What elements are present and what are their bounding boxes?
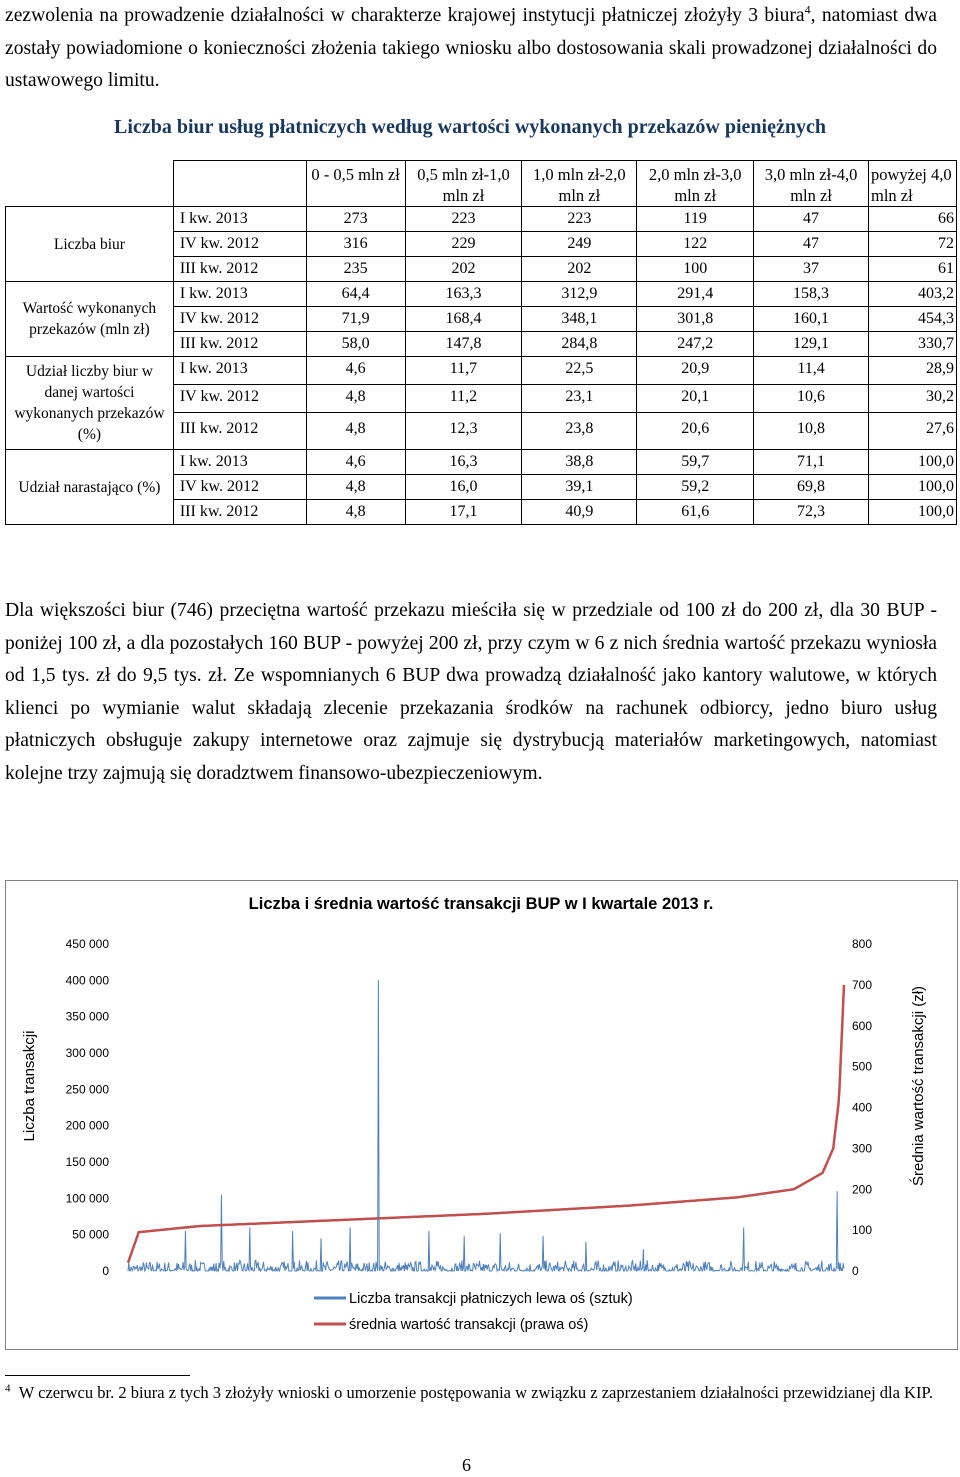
value-cell: 66 — [868, 207, 956, 232]
column-header: 3,0 mln zł-4,0 mln zł — [754, 161, 869, 207]
value-cell: 23,1 — [522, 385, 637, 413]
body-paragraph: Dla większości biur (746) przeciętna wartość przekazu mieściła się w przedziale od 100 zł do 200 zł, dla 30 BUP - poniżej 100 zł, a dla pozostałych 160 BUP - powyżej 200 zł, przy czym w 6 z nich średnia wartość przekazu wyniosła od 1,5 tys. zł do 9,5 tys. zł. Ze wspomnianych 6 BUP dwa prowadzą działalność jako kantory walutowe, w których klienci po wymianie walut składają zlecenie przekazania środków na rachunek odbiorcy, jedno biuro usług płatniczych obsługuje zakupy internetowe oraz zajmuje się dystrybucją materiałów marketingowych, natomiast kolejne trzy zajmują się doradztwem finansowo-ubezpieczeniowym. — [5, 600, 937, 784]
value-cell: 47 — [754, 207, 869, 232]
corner-cell — [6, 161, 174, 207]
series-line-average-value — [128, 985, 844, 1263]
value-cell: 100,0 — [868, 450, 956, 475]
right-tick-label: 300 — [852, 1141, 873, 1156]
value-cell: 17,1 — [405, 500, 522, 525]
value-cell: 16,0 — [405, 475, 522, 500]
value-cell: 71,1 — [754, 450, 869, 475]
value-cell: 12,3 — [405, 413, 522, 450]
value-cell: 284,8 — [522, 332, 637, 357]
value-cell: 100 — [637, 257, 754, 282]
value-cell: 235 — [306, 257, 405, 282]
right-tick-label: 200 — [852, 1182, 873, 1197]
value-cell: 16,3 — [405, 450, 522, 475]
value-cell: 4,6 — [306, 450, 405, 475]
period-cell: I kw. 2013 — [173, 450, 306, 475]
footnote-separator — [5, 1375, 190, 1376]
value-cell: 11,7 — [405, 357, 522, 385]
data-table — [5, 160, 957, 525]
value-cell: 122 — [637, 232, 754, 257]
footnote-ref: 4 — [804, 2, 811, 17]
right-tick-label: 500 — [852, 1059, 873, 1074]
value-cell: 202 — [522, 257, 637, 282]
column-header: 0,5 mln zł-1,0 mln zł — [405, 161, 522, 207]
value-cell: 20,6 — [637, 413, 754, 450]
period-cell: III kw. 2012 — [173, 257, 306, 282]
value-cell: 163,3 — [405, 282, 522, 307]
value-cell: 59,7 — [637, 450, 754, 475]
column-header: 1,0 mln zł-2,0 mln zł — [522, 161, 637, 207]
value-cell: 223 — [522, 207, 637, 232]
footnote — [5, 1382, 937, 1404]
value-cell: 64,4 — [306, 282, 405, 307]
period-cell: IV kw. 2012 — [173, 475, 306, 500]
value-cell: 129,1 — [754, 332, 869, 357]
value-cell: 403,2 — [868, 282, 956, 307]
left-tick-label: 200 000 — [65, 1118, 109, 1133]
table-title: Liczba biur usług płatniczych według wartości wykonanych przekazów pieniężnych — [114, 116, 826, 138]
period-cell: I kw. 2013 — [173, 282, 306, 307]
value-cell: 454,3 — [868, 307, 956, 332]
value-cell: 330,7 — [868, 332, 956, 357]
legend — [314, 1291, 633, 1333]
series-line-transactions — [128, 980, 844, 1271]
table-row — [6, 357, 957, 385]
period-cell: III kw. 2012 — [173, 500, 306, 525]
left-tick-label: 400 000 — [65, 973, 109, 988]
left-tick-label: 50 000 — [72, 1227, 109, 1242]
value-cell: 22,5 — [522, 357, 637, 385]
legend-label: średnia wartość transakcji (prawa oś) — [349, 1317, 589, 1333]
left-tick-label: 100 000 — [65, 1191, 109, 1206]
value-cell: 4,8 — [306, 475, 405, 500]
value-cell: 4,8 — [306, 413, 405, 450]
value-cell: 72,3 — [754, 500, 869, 525]
page-number: 6 — [462, 1455, 471, 1475]
right-tick-label: 400 — [852, 1100, 873, 1115]
value-cell: 61 — [868, 257, 956, 282]
right-axis-title: Średnia wartość transakcji (zł) — [910, 985, 927, 1187]
value-cell: 11,2 — [405, 385, 522, 413]
period-cell: IV kw. 2012 — [173, 232, 306, 257]
value-cell: 202 — [405, 257, 522, 282]
period-cell: III kw. 2012 — [173, 332, 306, 357]
value-cell: 59,2 — [637, 475, 754, 500]
value-cell: 72 — [868, 232, 956, 257]
table-row — [6, 450, 957, 475]
left-tick-label: 0 — [102, 1264, 109, 1278]
value-cell: 100,0 — [868, 475, 956, 500]
intro-text-1: zezwolenia na prowadzenie działalności w charakterze krajowej instytucji płatniczej złożyły 3 biura — [5, 5, 805, 26]
chart-container — [5, 880, 958, 1350]
period-cell: IV kw. 2012 — [173, 307, 306, 332]
value-cell: 10,6 — [754, 385, 869, 413]
value-cell: 249 — [522, 232, 637, 257]
value-cell: 247,2 — [637, 332, 754, 357]
value-cell: 37 — [754, 257, 869, 282]
value-cell: 20,1 — [637, 385, 754, 413]
value-cell: 23,8 — [522, 413, 637, 450]
value-cell: 10,8 — [754, 413, 869, 450]
right-tick-label: 0 — [852, 1264, 859, 1278]
row-group-label: Liczba biur — [6, 207, 174, 282]
row-group-label: Wartość wykonanych przekazów (mln zł) — [6, 282, 174, 357]
value-cell: 160,1 — [754, 307, 869, 332]
right-tick-label: 100 — [852, 1223, 873, 1238]
right-tick-label: 600 — [852, 1018, 873, 1033]
value-cell: 223 — [405, 207, 522, 232]
value-cell: 100,0 — [868, 500, 956, 525]
value-cell: 30,2 — [868, 385, 956, 413]
intro-text-2: , natomiast dwa zostały powiadomione o konieczności złożenia takiego wniosku albo dostosowania skali prowadzonej działalności do ustawowego limitu. — [5, 5, 937, 91]
table-header-row — [6, 161, 957, 207]
left-tick-label: 350 000 — [65, 1009, 109, 1024]
value-cell: 119 — [637, 207, 754, 232]
left-tick-label: 150 000 — [65, 1155, 109, 1169]
legend-label: Liczba transakcji płatniczych lewa oś (sztuk) — [349, 1291, 633, 1307]
value-cell: 4,6 — [306, 357, 405, 385]
value-cell: 39,1 — [522, 475, 637, 500]
chart-title: Liczba i średnia wartość transakcji BUP w I kwartale 2013 r. — [248, 895, 714, 913]
table-row — [6, 207, 957, 232]
value-cell: 58,0 — [306, 332, 405, 357]
corner-cell-2 — [173, 161, 306, 207]
right-tick-label: 700 — [852, 977, 873, 992]
left-axis — [66, 937, 110, 1278]
value-cell: 71,9 — [306, 307, 405, 332]
left-axis-title: Liczba transakcji — [21, 1030, 38, 1142]
period-cell: I kw. 2013 — [173, 207, 306, 232]
value-cell: 229 — [405, 232, 522, 257]
value-cell: 4,8 — [306, 500, 405, 525]
row-group-label: Udział liczby biur w danej wartości wykonanych przekazów (%) — [6, 357, 174, 450]
column-header: powyżej 4,0 mln zł — [868, 161, 956, 207]
intro-paragraph — [5, 0, 937, 98]
right-axis — [852, 937, 872, 1278]
period-cell: I kw. 2013 — [173, 357, 306, 385]
value-cell: 147,8 — [405, 332, 522, 357]
plot-area — [128, 980, 844, 1271]
left-tick-label: 300 000 — [65, 1046, 109, 1060]
footnote-text: W czerwcu br. 2 biura z tych 3 złożyły wnioski o umorzenie postępowania w związku z zaprzestaniem działalności przewidzianej dla KIP. — [18, 1383, 933, 1402]
left-tick-label: 250 000 — [65, 1082, 109, 1097]
value-cell: 158,3 — [754, 282, 869, 307]
value-cell: 38,8 — [522, 450, 637, 475]
value-cell: 11,4 — [754, 357, 869, 385]
chart-svg — [6, 881, 957, 1349]
column-header: 2,0 mln zł-3,0 mln zł — [637, 161, 754, 207]
table-row — [6, 282, 957, 307]
value-cell: 301,8 — [637, 307, 754, 332]
value-cell: 168,4 — [405, 307, 522, 332]
value-cell: 27,6 — [868, 413, 956, 450]
value-cell: 61,6 — [637, 500, 754, 525]
column-header: 0 - 0,5 mln zł — [306, 161, 405, 207]
value-cell: 20,9 — [637, 357, 754, 385]
left-tick-label: 450 000 — [65, 937, 109, 951]
row-group-label: Udział narastająco (%) — [6, 450, 174, 525]
period-cell: III kw. 2012 — [173, 413, 306, 450]
value-cell: 69,8 — [754, 475, 869, 500]
value-cell: 312,9 — [522, 282, 637, 307]
value-cell: 291,4 — [637, 282, 754, 307]
footnote-number: 4 — [5, 1382, 11, 1395]
value-cell: 273 — [306, 207, 405, 232]
value-cell: 316 — [306, 232, 405, 257]
period-cell: IV kw. 2012 — [173, 385, 306, 413]
value-cell: 47 — [754, 232, 869, 257]
value-cell: 40,9 — [522, 500, 637, 525]
value-cell: 4,8 — [306, 385, 405, 413]
right-tick-label: 800 — [852, 937, 873, 951]
value-cell: 28,9 — [868, 357, 956, 385]
value-cell: 348,1 — [522, 307, 637, 332]
